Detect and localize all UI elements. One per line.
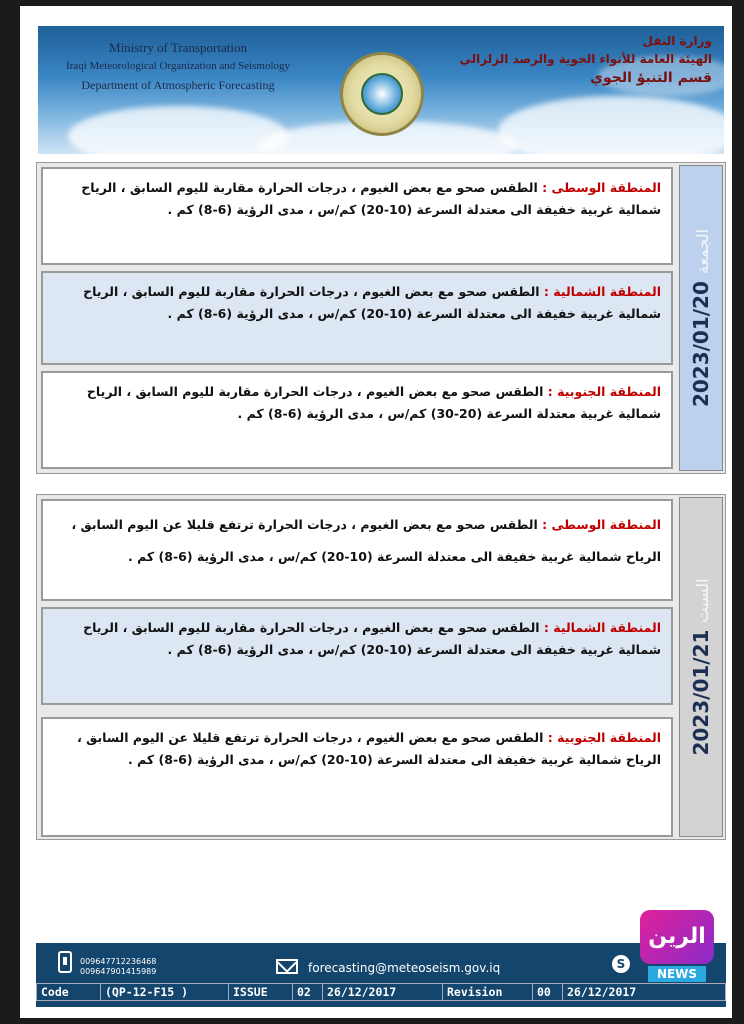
department-name-ar: قسم التنبؤ الجوي [590, 70, 712, 86]
region-text: الطقس صحو مع بعض الغيوم ، درجات الحرارة مقاربة لليوم السابق ، الرياح شمالية غربية معتدلة السرعة (20-30) كم/س ، مدى الرؤية (6-8) كم . [86, 384, 661, 421]
watermark-label: NEWS [648, 966, 706, 982]
forecast-day-1 [36, 162, 726, 474]
watermark-brand: الرين [640, 910, 714, 964]
english-header [48, 40, 308, 93]
region-name: المنطقة الجنوبية : [547, 384, 661, 399]
ministry-name-ar: وزارة النقل [642, 34, 712, 48]
mail-icon [276, 959, 298, 974]
phone-numbers [80, 957, 156, 977]
phone-number-1: 009647712236468 [80, 957, 157, 966]
issue-date: 26/12/2017 [323, 984, 443, 1000]
region-text: الطقس صحو مع بعض الغيوم ، درجات الحرارة مقاربة لليوم السابق ، الرياح شمالية غربية خفيفة الى معتدلة السرعة (10-20) كم/س ، مدى الرؤية (6-8) كم . [81, 180, 661, 217]
document-footer [36, 943, 726, 1007]
region-forecast-south [41, 371, 673, 469]
region-name: المنطقة الشمالية : [543, 284, 661, 299]
skype-icon: S [612, 955, 630, 973]
region-name: المنطقة الوسطى : [542, 180, 661, 195]
news-watermark-logo [640, 910, 714, 982]
ministry-name-en: Ministry of Transportation [109, 40, 247, 55]
date-bar [679, 165, 723, 471]
region-text: الطقس صحو مع بعض الغيوم ، درجات الحرارة مقاربة لليوم السابق ، الرياح شمالية غربية خفيفة الى معتدلة السرعة (10-20) كم/س ، مدى الرؤية (6-8) كم . [83, 284, 661, 321]
document-code-row [36, 983, 726, 1001]
email-address[interactable]: forecasting@meteoseism.gov.iq [308, 961, 501, 975]
region-text: الطقس صحو مع بعض الغيوم ، درجات الحرارة ترتفع قليلا عن اليوم السابق ، الرياح شمالية غربية خفيفة الى معتدلة السرعة (10-20) كم/س ، مدى الرؤية (6-8) كم . [71, 517, 661, 564]
revision-number: 00 [533, 984, 563, 1000]
weekday-label: السبت [693, 578, 712, 623]
organization-seal-icon [340, 52, 424, 136]
arabic-header [459, 34, 712, 86]
region-text: الطقس صحو مع بعض الغيوم ، درجات الحرارة مقاربة لليوم السابق ، الرياح شمالية غربية خفيفة الى معتدلة السرعة (10-20) كم/س ، مدى الرؤية (6-8) كم . [83, 620, 661, 657]
region-forecast-south [41, 717, 673, 837]
code-value: (QP-12-F15 ) [101, 984, 229, 1000]
region-forecast-north [41, 271, 673, 365]
phone-number-2: 009647901415989 [80, 967, 157, 976]
header-banner [38, 26, 724, 154]
region-name: المنطقة الشمالية : [543, 620, 661, 635]
department-name-en: Department of Atmospheric Forecasting [81, 78, 275, 92]
region-name: المنطقة الجنوبية : [547, 730, 661, 745]
revision-date: 26/12/2017 [567, 985, 637, 999]
phone-icon [58, 951, 72, 973]
contact-row [36, 943, 726, 983]
date-label: 2023/01/20 [689, 281, 713, 408]
date-bar [679, 497, 723, 837]
weekday-label: الجمعة [693, 228, 712, 275]
issue-label: ISSUE [229, 984, 293, 1000]
organization-name-en: Iraqi Meteorological Organization and Seismology [65, 60, 291, 72]
revision-label: Revision [443, 984, 533, 1000]
region-name: المنطقة الوسطى : [542, 517, 661, 532]
date-label: 2023/01/21 [689, 629, 713, 756]
issue-number: 02 [293, 984, 323, 1000]
region-forecast-central [41, 499, 673, 601]
code-label: Code [37, 984, 101, 1000]
region-forecast-north [41, 607, 673, 705]
region-text: الطقس صحو مع بعض الغيوم ، درجات الحرارة ترتفع قليلا عن اليوم السابق ، الرياح شمالية غربية خفيفة الى معتدلة السرعة (10-20) كم/س ، مدى الرؤية (6-8) كم . [77, 730, 661, 767]
organization-name-ar: الهيئة العامة للأنواء الجوية والرصد الزلزالي [459, 52, 712, 66]
forecast-day-2 [36, 494, 726, 840]
region-forecast-central [41, 167, 673, 265]
